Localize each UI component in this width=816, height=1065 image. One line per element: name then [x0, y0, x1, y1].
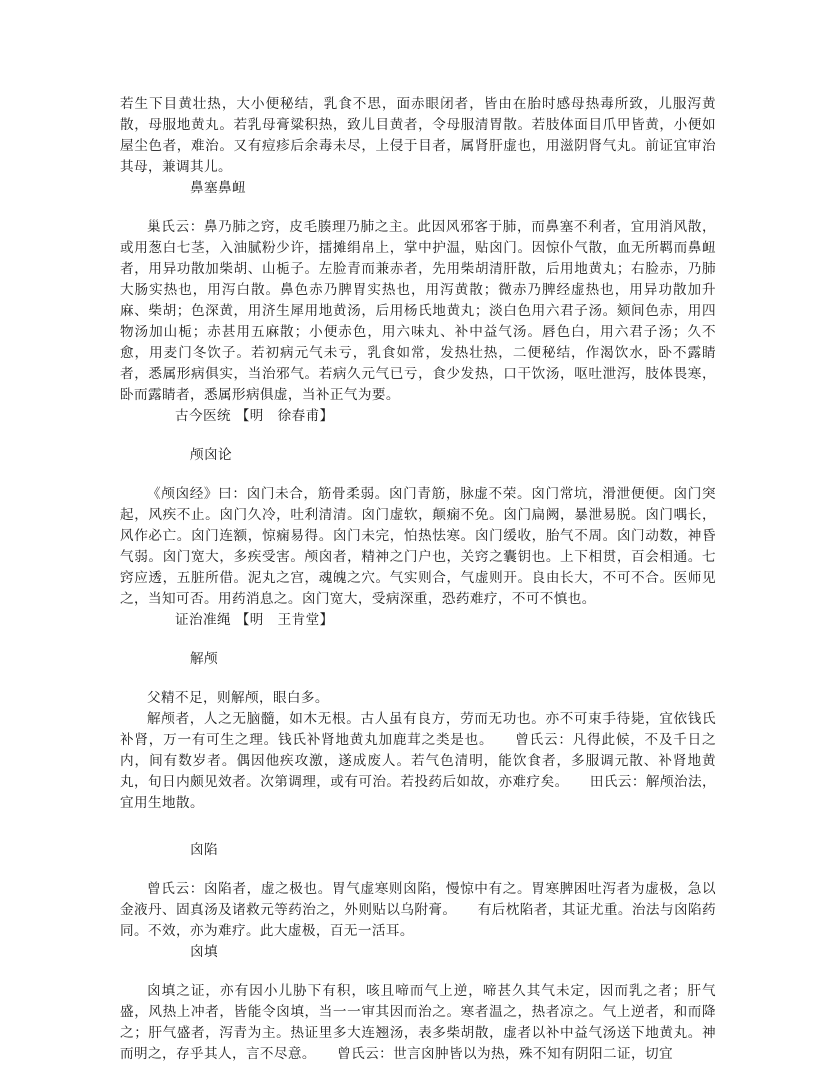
paragraph-xianxian: 曾氏云：囟陷者，虚之极也。胃气虚寒则囟陷，慢惊中有之。胃寒脾困吐泻者为虚极，急以金液丹、固真汤及诸救元等药治之，外则贴以乌附膏。 有后枕陷者，其证尤重。治法与囟陷药同。不效，亦为难疗。此大虚极，百无一活耳。 [120, 881, 716, 939]
section-heading-nose: 鼻塞鼻衄 [190, 180, 246, 196]
paragraph-jielu-1: 父精不足，则解颅，眼白多。 [147, 690, 329, 706]
paragraph-nose: 巢氏云：鼻乃肺之窍，皮毛腠理乃肺之主。此因风邪客于肺，而鼻塞不利者，宜用消风散，或用葱白七茎，入油腻粉少许，擂摊绢帛上，掌中护温，贴囟门。因惊仆气散，血无所羁而鼻衄者，用异功散加柴胡、山栀子。左脸青而兼赤者，先用柴胡清肝散，后用地黄丸；右脸赤，乃肺大肠实热也，用泻白散。鼻色赤乃脾胃实热也，用泻黄散；微赤乃脾经虚热也，用异功散加升麻、柴胡；色深黄，用济生犀用地黄汤，后用杨氏地黄丸；淡白色用六君子汤。颏间色赤，用四物汤加山栀；赤甚用五麻散；小便赤色，用六味丸、补中益气汤。唇色白，用六君子汤；久不愈，用麦门冬饮子。若初病元气未亏，乳食如常，发热壮热，二便秘结，作渴饮水，卧不露睛者，悉属形病俱实，当治邪气。若病久元气已亏，食少发热，口干饮汤，呕吐泄泻，肢体畏寒，卧而露睛者，悉属形病俱虚，当补正气为要。 [120, 219, 716, 403]
paragraph-fontanel: 《颅囟经》曰：囟门未合，筋骨柔弱。囟门青筋，脉虚不荣。囟门常坑，滑泄便便。囟门突起，风疾不止。囟门久冷，吐利清清。囟门虚软，颠痫不免。囟门扁阙，暴泄易脱。囟门喁长，风作必亡。囟门连额，惊痫易得。囟门未完，怕热怯寒。囟门缓收，胎气不周。囟门动数，神昏气弱。囟门宽大，多疾受害。颅囟者，精神之门户也，关窍之囊钥也。上下相贯，百会相通。七窍应透，五脏所借。泥丸之宫，魂魄之穴。气实则合，气虚则开。良由长大，不可不合。医师见之，当知可否。用药消息之。囟门宽大，受病深重，恐药难疗，不可不慎也。 [120, 486, 716, 607]
section-heading-fontanel: 颅囟论 [190, 447, 232, 463]
source-citation-1: 古今医统 【明 徐春甫】 [175, 408, 334, 424]
source-citation-2: 证治准绳 【明 王肯堂】 [175, 612, 334, 628]
section-heading-jielu: 解颅 [190, 651, 218, 667]
section-heading-xiantian: 囟填 [190, 944, 218, 960]
paragraph-intro: 若生下目黄壮热，大小便秘结，乳食不思，面赤眼闭者，皆由在胎时感母热毒所致，儿服泻黄散，母服地黄丸。若乳母膏粱积热，致儿目黄者，令母服清胃散。若肢体面目爪甲皆黄，小便如屋尘色者，难治。又有痘疹后余毒未尽，上侵于目者，属肾肝虚也，用滋阴肾气丸。前证宜审治其母，兼调其儿。 [120, 96, 716, 175]
paragraph-xiantian: 囟填之证，亦有因小儿胁下有积，咳且啼而气上逆，啼甚久其气未定，因而乳之者；肝气盛，风热上冲者，皆能令囟填，当一一审其因而治之。寒者温之，热者凉之。气上逆者，和而降之；肝气盛者，泻青为主。热证里多大连翘汤，表多柴胡散，虚者以补中益气汤送下地黄丸。神而明之，存乎其人，言不尽意。 曾氏云：世言囟肿皆以为热，殊不知有阴阳二证，切宜 [120, 983, 716, 1062]
section-heading-xianxian: 囟陷 [190, 842, 218, 858]
paragraph-jielu-2: 解颅者，人之无脑髓，如木无根。古人虽有良方，劳而无功也。亦不可束手待毙，宜依钱氏补肾，万一有可生之理。钱氏补肾地黄丸加鹿茸之类是也。 曾氏云：凡得此候，不及千日之内，间有数岁者。偶因他疾攻激，遂成废人。若气色清明，能饮食者，多服调元散、补肾地黄丸，旬日内颇见效者。次第调理，或有可治。若投药后如故，亦难疗矣。 田氏云：解颅治法，宜用生地散。 [120, 711, 716, 811]
